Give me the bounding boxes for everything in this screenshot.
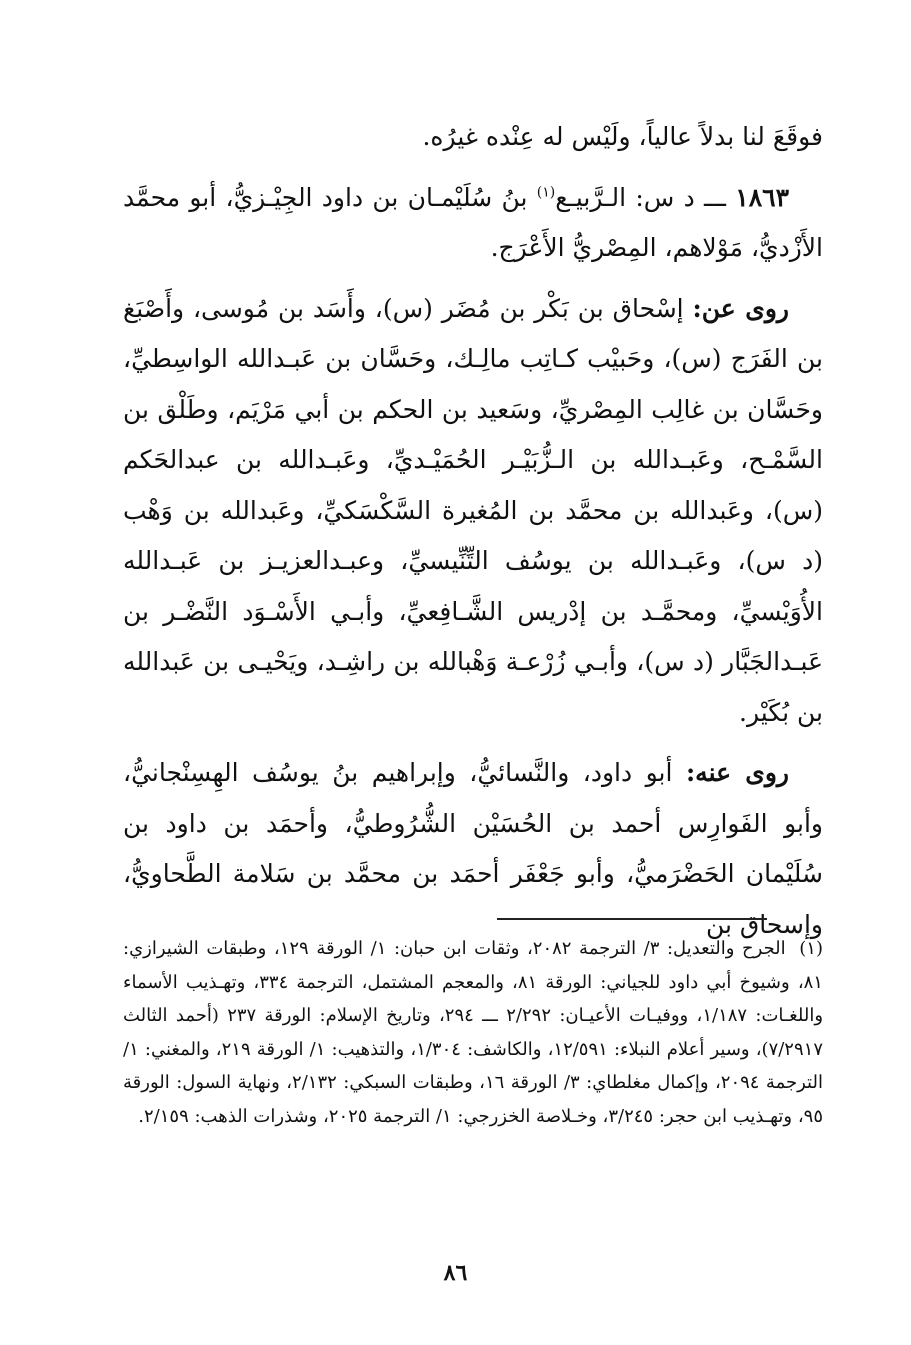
footnote-text: الجرح والتعديل: ٣/ الترجمة ٢٠٨٢، وثقات ابن حبان: ١/ الورقة ١٢٩، وطبقات الشيرازي: ٨١، وشيوخ أبي داود للجياني: الورقة ٨١، والمعجم المشتمل، الترجمة ٣٣٤، وتهـذيب الأسماء واللغـات: ١/١٨٧، ووفيـات الأعيـان: ٢/٢٩٢ ـــ ٢٩٤، وتاريخ الإسلام: الورقة ٢٣٧ (أحمد الثالث ٧/٢٩١٧)، وسير أعلام النبلاء: ١٢/٥٩١، والكاشف: ١/٣٠٤، والتذهيب: ١/ الورقة ٢١٩، والمغني: ١/ الترجمة ٢٠٩٤، وإكمال مغلطاي: ٣/ الورقة ١٦، وطبقات السبكي: ٢/١٣٢، ونهاية السول: الورقة ٩٥، وتهـذيب ابن حجر: ٣/٢٤٥، وخـلاصة الخزرجي: ١/ الترجمة ٢٠٢٥، وشذرات الذهب: ٢/١٥٩. bbox=[123, 938, 824, 1127]
entry-name: الـرَّبيـع bbox=[555, 182, 627, 212]
page-number: ٨٦ bbox=[443, 1260, 468, 1286]
entry-symbol: ـــ د س: bbox=[635, 182, 726, 212]
narrated-by-text: أبو داود، والنَّسائيُّ، وإبراهيم بنُ يوسُف الهِسِنْجانيُّ، وأبو الفَوارِس أحمد بن الحُسَيْن الشُّرُوطيُّ، وأحمَد بن داود بن سُلَيْمان الحَضْرَميُّ، وأبو جَعْفَر أحمَد بن محمَّد بن سَلامة الطَّحاويُّ، وإسحاق بن bbox=[123, 758, 823, 939]
narrated-from-text: إسْحاق بن بَكْر بن مُضَر (س)، وأَسَد بن مُوسى، وأَصْبَغ بن الفَرَج (س)، وحَبيْب كـاتِب مالِـك، وحَسَّان بن عَبـدالله الواسِطيِّ، وحَسَّان بن غالِب المِصْريِّ، وسَعيد بن الحكم بن أبي مَرْيَم، وطَلْق بن السَّمْـح، وعَبـدالله بن الـزُّبَيْـر الحُمَيْـديِّ، وعَبـدالله بن عبدالحَكم (س)، وعَبدالله بن محمَّد بن المُغيرة السَّكْسَكيِّ، وعَبدالله بن وَهْب (د س)، وعَبـدالله بن يوسُف التِّنِّيسيِّ، وعبـدالعزيـز بن عَبـدالله الأُوَيْسيِّ، ومحمَّـد بن إدْريس الشَّـافِعيِّ، وأبـي الأَسْـوَد النَّضْـر بن عَبـدالجَبَّار (د س)، وأبـي زُرْعـة وَهْبالله بن راشِـد، ويَحْيـى بن عَبدالله بن بُكَيْر. bbox=[123, 293, 823, 727]
footnote-reference[interactable]: (١) bbox=[536, 184, 556, 201]
footnotes-section bbox=[123, 932, 823, 1133]
entry-heading-paragraph bbox=[123, 173, 823, 274]
main-text bbox=[123, 112, 823, 960]
narrated-from-paragraph bbox=[123, 284, 823, 739]
narrated-from-label: روى عن: bbox=[692, 293, 790, 323]
entry-number: ١٨٦٣ bbox=[735, 182, 789, 212]
narrated-by-label: روى عنه: bbox=[685, 758, 789, 787]
footnote-number: (١) bbox=[799, 938, 823, 959]
continuation-paragraph: فوقَعَ لنا بدلاً عالياً، ولَيْس له عِنْده غيرُه. bbox=[422, 122, 823, 151]
entry-description: بنُ سُلَيْمـان بن داود الجِيْـزيُّ، أبو محمَّد الأَزْديُّ، مَوْلاهم، المِصْريُّ الأَعْرَج. bbox=[123, 182, 823, 262]
footnote-divider bbox=[497, 918, 767, 920]
